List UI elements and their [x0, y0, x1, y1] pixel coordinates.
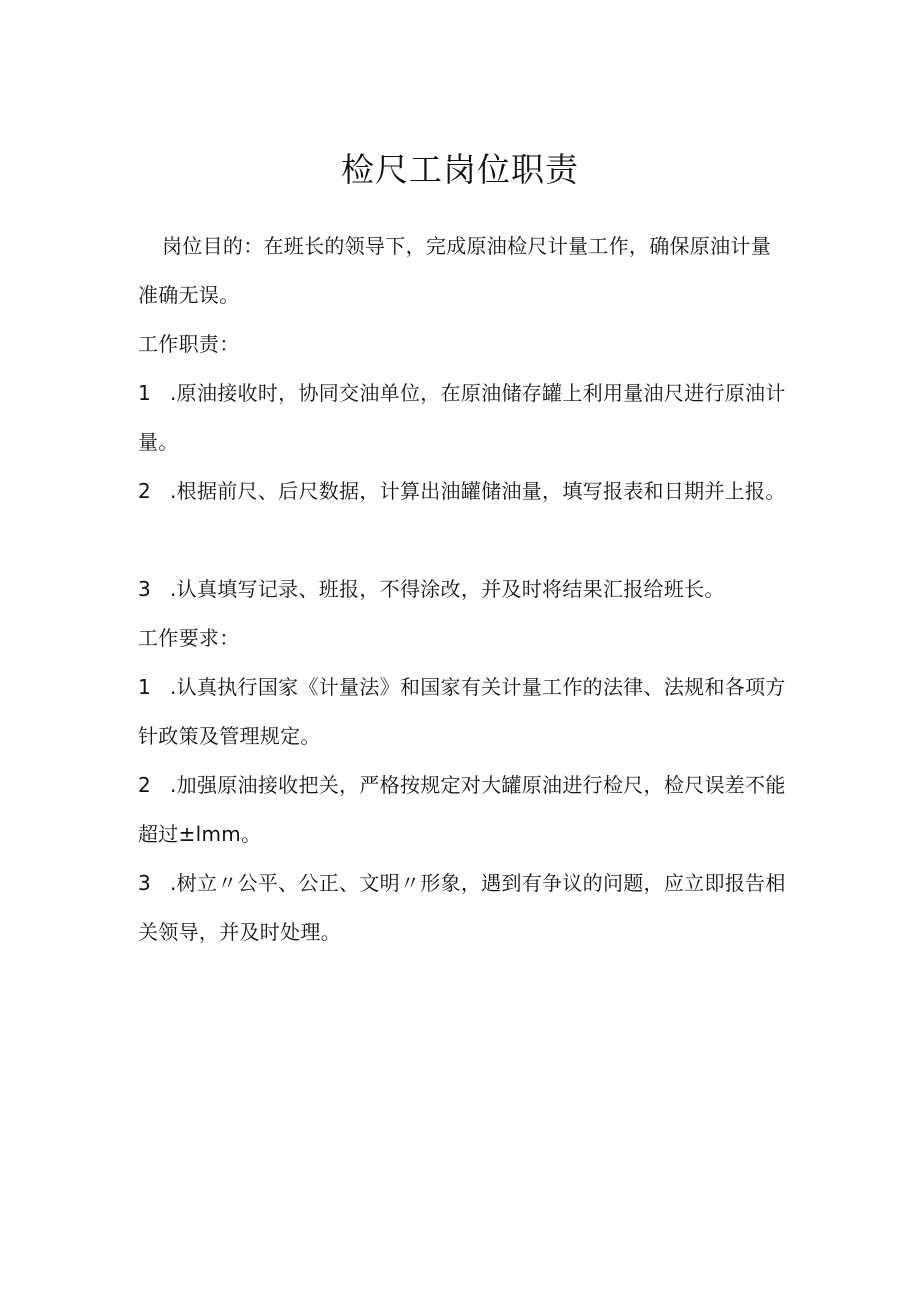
duty-item-2: [138, 467, 788, 516]
duty-item-3: [138, 565, 788, 614]
requirement-item-2: [138, 761, 788, 859]
requirement-item-1: [138, 663, 788, 761]
duty-item-text: .原油接收时，协同交油单位，在原油储存罐上利用量油尺进行原油计量。: [138, 381, 786, 454]
requirement-item-number: 1: [138, 675, 152, 699]
requirement-item-text: .树立〃公平、公正、文明〃形象，遇到有争议的问题，应立即报告相关领导，并及时处理。: [138, 871, 786, 944]
requirement-item-text: .加强原油接收把关，严格按规定对大罐原油进行检尺，检尺误差不能超过±lmm。: [138, 773, 786, 846]
purpose-paragraph: 岗位目的：在班长的领导下，完成原油检尺计量工作，确保原油计量准确无误。: [138, 234, 771, 307]
duties-heading: 工作职责：: [138, 332, 240, 356]
duty-item-text: .根据前尺、后尺数据，计算出油罐储油量，填写报表和日期并上报。: [170, 479, 786, 503]
requirement-item-number: 2: [138, 773, 152, 797]
duty-item-number: 2: [138, 479, 152, 503]
requirement-item-number: 3: [138, 871, 152, 895]
duty-item-1: [138, 369, 788, 467]
requirement-item-text: .认真执行国家《计量法》和国家有关计量工作的法律、法规和各项方针政策及管理规定。: [138, 675, 786, 748]
requirement-item-3: [138, 859, 788, 957]
duty-item-number: 1: [138, 381, 152, 405]
requirements-heading: 工作要求：: [138, 626, 240, 650]
duty-item-number: 3: [138, 577, 152, 601]
document-title: 检尺工岗位职责: [341, 150, 579, 189]
duty-item-text: .认真填写记录、班报，不得涂改，并及时将结果汇报给班长。: [170, 577, 725, 601]
